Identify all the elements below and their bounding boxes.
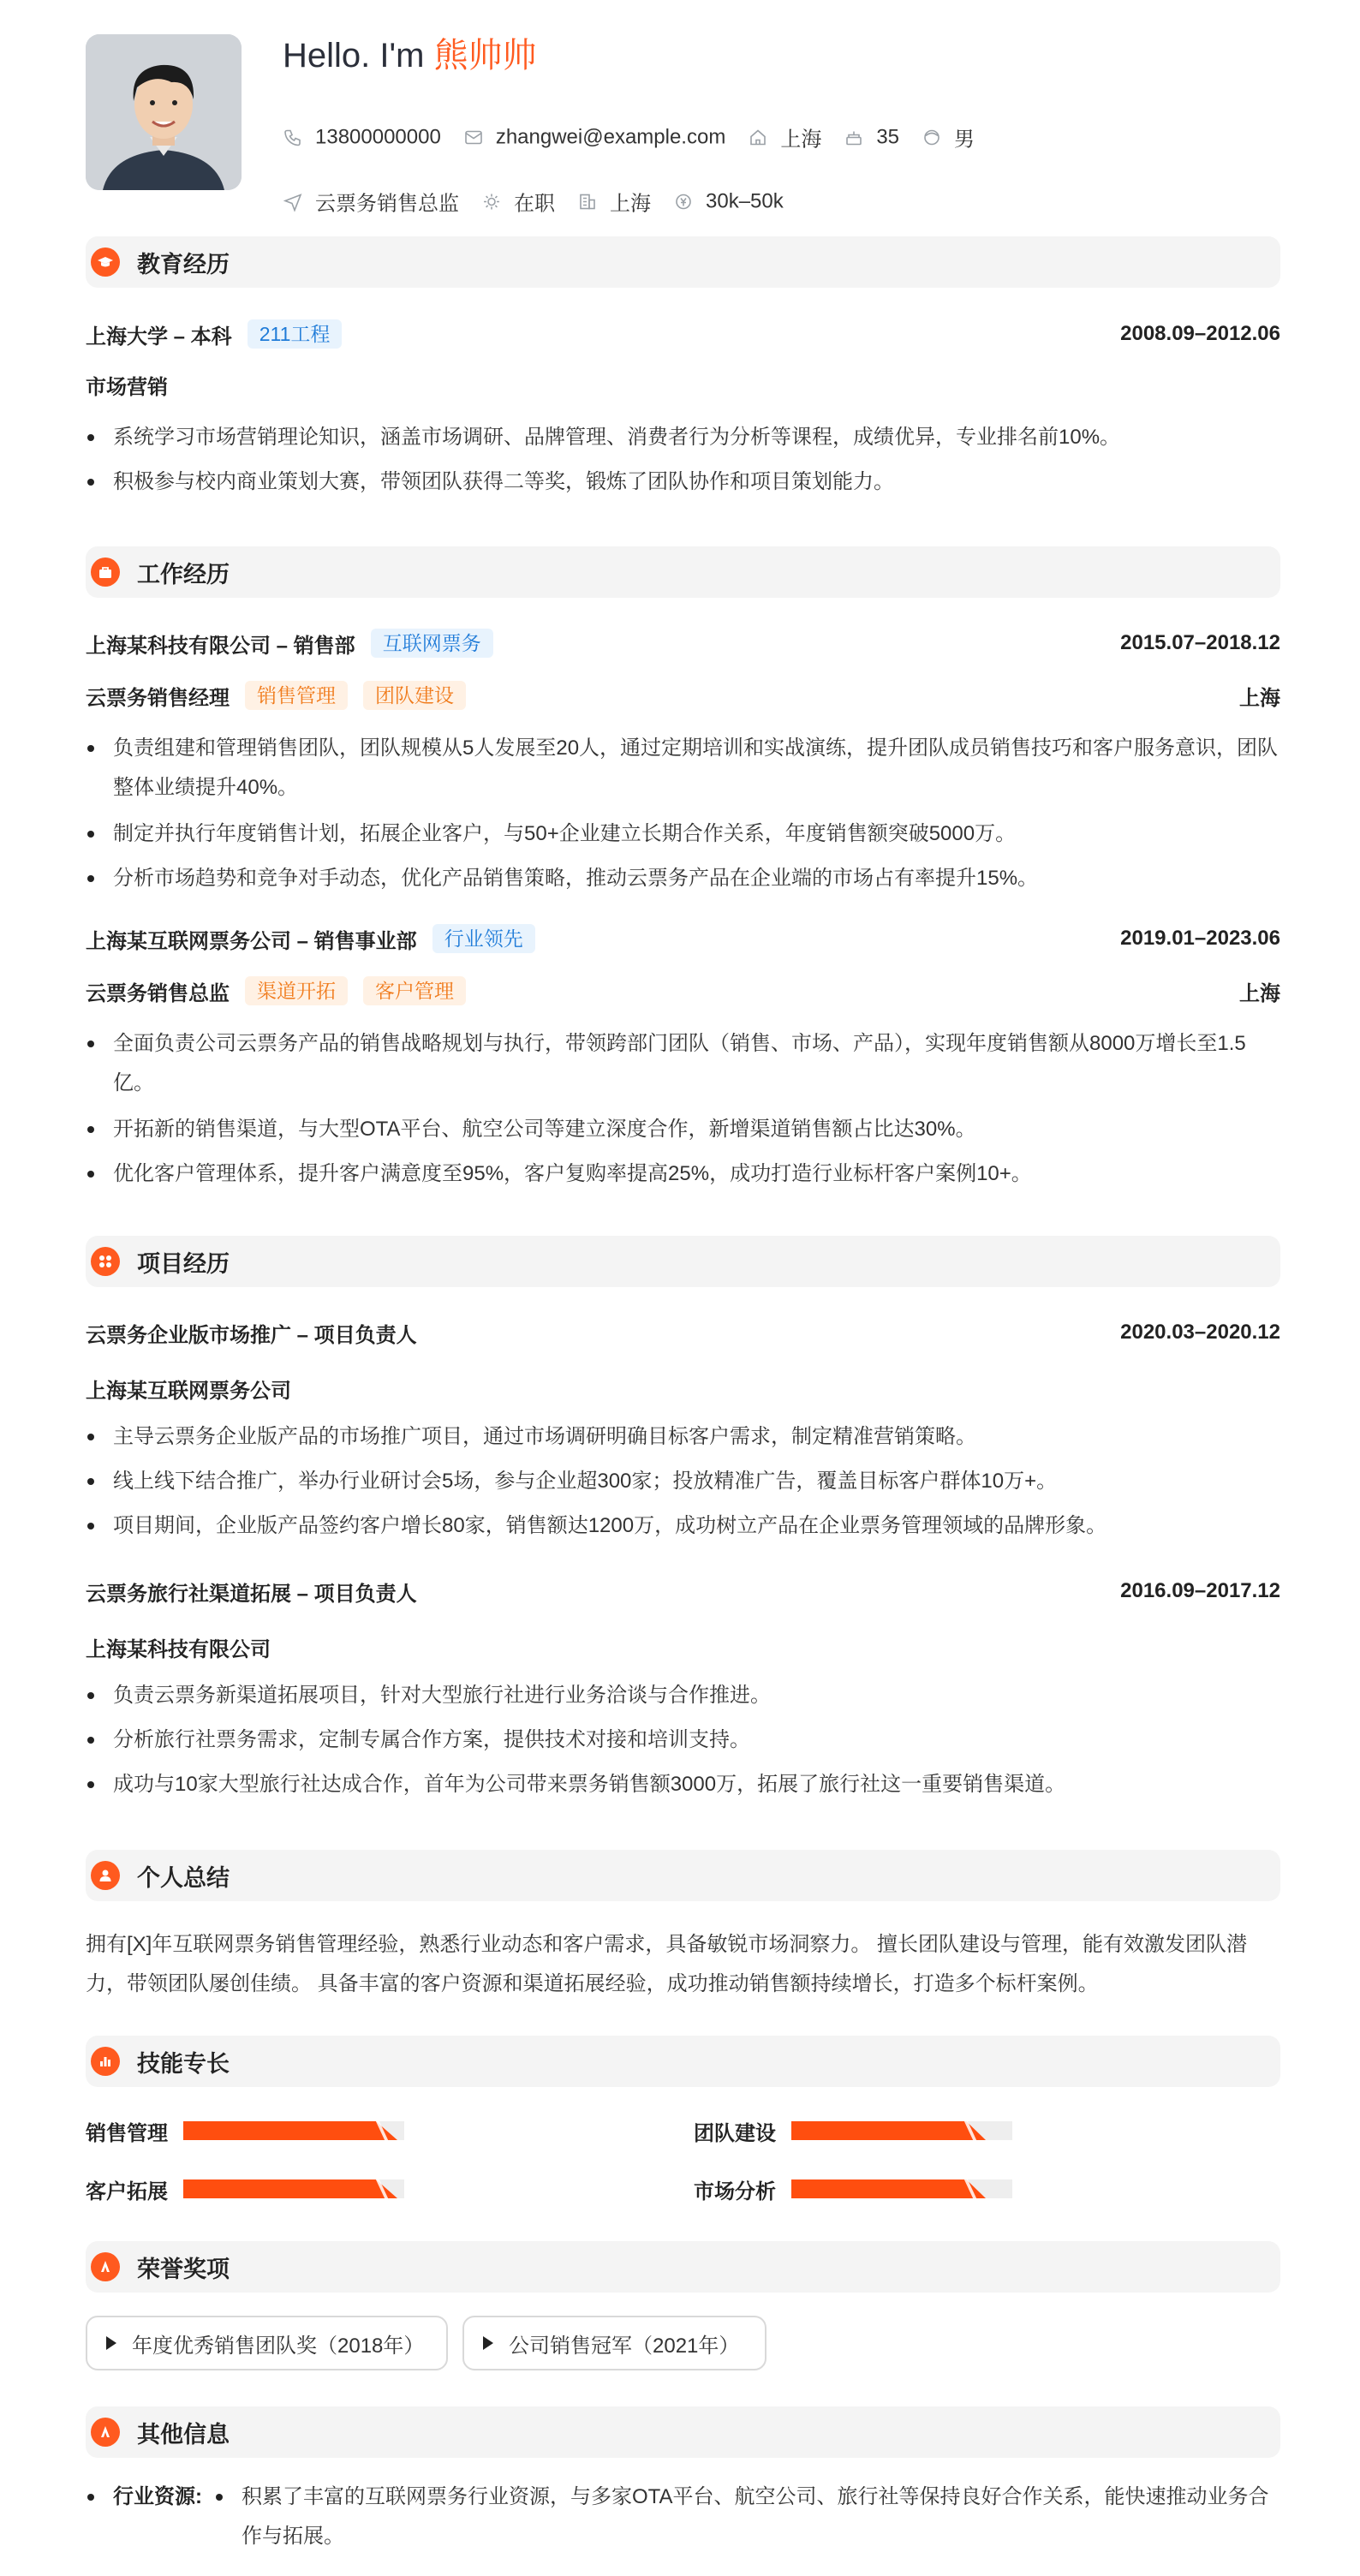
project-title: 云票务旅行社渠道拓展 – 项目负责人: [86, 1582, 417, 1606]
other-info-text: 积累了丰富的互联网票务行业资源，与多家OTA平台、航空公司、旅行社等保持良好合作关系，能快速推动业务合作与拓展。: [242, 2478, 1280, 2556]
skill-bar-track: [183, 2121, 404, 2140]
gender-text: 男: [954, 128, 975, 152]
skill-bar-track: [183, 2179, 404, 2198]
section-projects: [86, 1236, 1280, 1287]
section-skills: [86, 2036, 1280, 2087]
work-bullet: 制定并执行年度销售计划，拓展企业客户，与50+企业建立长期合作关系，年度销售额突破5000万。: [86, 814, 1280, 854]
skill-name: 市场分析: [694, 2179, 776, 2203]
work-role-tag: 团队建设: [363, 681, 466, 710]
building-icon: [577, 191, 598, 212]
work-header-row: [86, 628, 1280, 659]
mail-icon: [463, 127, 484, 147]
work-bullet: 开拓新的销售渠道，与大型OTA平台、航空公司等建立深度合作，新增渠道销售额占比达30%。: [86, 1110, 1280, 1149]
salary-item: [673, 189, 784, 213]
project-bullet: 负责云票务新渠道拓展项目，针对大型旅行社进行业务洽谈与合作推进。: [86, 1676, 1280, 1715]
graduation-cap-icon: [91, 247, 120, 277]
section-summary-title: 个人总结: [137, 1864, 230, 1891]
salary-text: 30k–50k: [706, 189, 784, 212]
project-bullet: 分析旅行社票务需求，定制专属合作方案，提供技术对接和培训支持。: [86, 1720, 1280, 1760]
target-city-text: 上海: [610, 192, 651, 216]
briefcase-icon: [91, 558, 120, 587]
section-honors-title: 荣誉奖项: [137, 2256, 230, 2282]
honor-text: 年度优秀销售团队奖（2018年）: [132, 2334, 425, 2358]
bar-chart-icon: [91, 2047, 120, 2076]
project-header-row: [86, 1317, 1280, 1348]
work-company-tag: 行业领先: [432, 924, 535, 953]
phone-item: [283, 125, 441, 149]
triangle-bullet-icon: [483, 2336, 493, 2350]
section-education: [86, 236, 1280, 288]
age-text: 35: [876, 125, 900, 148]
section-honors: [86, 2241, 1280, 2293]
skill-name: 客户拓展: [86, 2179, 168, 2203]
project-header-row: [86, 1576, 1280, 1607]
page-title: [283, 34, 537, 77]
project-date: 2016.09–2017.12: [1120, 1579, 1280, 1602]
education-header-row: [86, 319, 1280, 349]
work-bullet: 全面负责公司云票务产品的销售战略规划与执行，带领跨部门团队（销售、市场、产品），实现年度销售额从8000万增长至1.5亿。: [86, 1024, 1280, 1103]
gender-item: [922, 122, 975, 152]
send-icon: [283, 191, 303, 212]
work-date: 2015.07–2018.12: [1120, 631, 1280, 654]
email-text: zhangwei@example.com: [495, 125, 726, 148]
honor-item: [462, 2316, 766, 2370]
work-city: 上海: [1239, 981, 1280, 1005]
hello-prefix: Hello. I'm: [283, 37, 434, 75]
triangle-bullet-icon: [106, 2336, 116, 2350]
work-date: 2019.01–2023.06: [1120, 927, 1280, 950]
work-role-tag: 渠道开拓: [245, 976, 348, 1005]
other-info-label: 行业资源:: [113, 2485, 202, 2508]
work-bullet: 分析市场趋势和竞争对手动态，优化产品销售策略，推动云票务产品在企业端的市场占有率提升15%。: [86, 859, 1280, 898]
job-intent-row: [283, 187, 806, 217]
phone-text: 13800000000: [315, 125, 441, 148]
award-icon: [91, 2252, 120, 2281]
status-icon: [481, 191, 502, 212]
skill-bar-track: [791, 2179, 1012, 2198]
user-icon: [91, 1861, 120, 1890]
work-city: 上海: [1239, 686, 1280, 710]
work-company: 上海某互联网票务公司 – 销售事业部: [86, 929, 417, 953]
location-item: [748, 122, 821, 152]
skill-name: 销售管理: [86, 2121, 168, 2145]
education-major: 市场营销: [86, 376, 168, 399]
work-role-tag: 客户管理: [363, 976, 466, 1005]
home-icon: [748, 127, 768, 147]
status-text: 在职: [514, 192, 555, 216]
contact-row: [283, 122, 997, 152]
grid-icon: [91, 1247, 120, 1276]
resume-header: [86, 34, 1280, 216]
project-title: 云票务企业版市场推广 – 项目负责人: [86, 1323, 417, 1347]
school-tag: 211工程: [248, 319, 343, 349]
section-other-title: 其他信息: [137, 2421, 230, 2448]
skill-row: [694, 2114, 1012, 2148]
work-bullet: 负责组建和管理销售团队，团队规模从5人发展至20人，通过定期培训和实战演练，提升团队成员销售技巧和客户服务意识，团队整体业绩提升40%。: [86, 729, 1280, 808]
skill-name: 团队建设: [694, 2121, 776, 2145]
work-role: 云票务销售总监: [86, 981, 230, 1005]
work-bullet: 优化客户管理体系，提升客户满意度至95%，客户复购率提高25%，成功打造行业标杆客户案例10+。: [86, 1154, 1280, 1194]
money-icon: [673, 191, 694, 212]
work-role-row: [86, 975, 1280, 1006]
work-company-tag: 互联网票务: [371, 629, 493, 658]
project-company: 上海某互联网票务公司: [86, 1380, 291, 1403]
target-city-item: [577, 187, 651, 217]
avatar: [86, 34, 242, 190]
cake-icon: [844, 127, 864, 147]
project-company: 上海某科技有限公司: [86, 1638, 271, 1661]
project-bullet: 成功与10家大型旅行社达成合作，首年为公司带来票务销售额3000万，拓展了旅行社这一重要销售渠道。: [86, 1765, 1280, 1804]
work-role-tag: 销售管理: [245, 681, 348, 710]
status-item: [481, 187, 555, 217]
project-date: 2020.03–2020.12: [1120, 1321, 1280, 1344]
honor-text: 公司销售冠军（2021年）: [509, 2334, 740, 2358]
skill-bar-fill: [791, 2121, 986, 2140]
candidate-name: 熊帅帅: [433, 37, 537, 75]
project-bullet: 主导云票务企业版产品的市场推广项目，通过市场调研明确目标客户需求，制定精准营销策略。: [86, 1417, 1280, 1457]
skill-bar-fill: [791, 2179, 986, 2198]
section-skills-title: 技能专长: [137, 2050, 230, 2077]
person-face-icon: [922, 127, 942, 147]
skill-bar-fill: [183, 2121, 397, 2140]
location-text: 上海: [780, 128, 822, 152]
education-date: 2008.09–2012.06: [1120, 322, 1280, 345]
education-bullet: 系统学习市场营销理论知识，涵盖市场调研、品牌管理、消费者行为分析等课程，成绩优异，专业排名前10%。: [86, 418, 1280, 457]
honor-item: [86, 2316, 448, 2370]
school-name: 上海大学 – 本科: [86, 325, 232, 349]
section-work: [86, 546, 1280, 598]
work-company: 上海某科技有限公司 – 销售部: [86, 634, 355, 658]
avatar-portrait-icon: [86, 34, 242, 190]
target-position-text: 云票务销售总监: [315, 192, 459, 216]
skill-row: [86, 2114, 404, 2148]
section-summary: [86, 1850, 1280, 1901]
skill-bar-track: [791, 2121, 1012, 2140]
bullet-dot: [87, 2494, 94, 2501]
project-bullet: 线上线下结合推广，举办行业研讨会5场，参与企业超300家；投放精准广告，覆盖目标客户群体10万+。: [86, 1462, 1280, 1501]
section-other: [86, 2406, 1280, 2458]
email-item: [463, 125, 726, 149]
award-icon: [91, 2418, 120, 2447]
target-position-item: [283, 187, 459, 217]
project-bullet: 项目期间，企业版产品签约客户增长80家，销售额达1200万，成功树立产品在企业票务管理领域的品牌形象。: [86, 1506, 1280, 1546]
work-header-row: [86, 923, 1280, 954]
section-work-title: 工作经历: [137, 561, 230, 587]
skill-row: [694, 2172, 1012, 2206]
section-projects-title: 项目经历: [137, 1250, 230, 1277]
work-role-row: [86, 680, 1280, 711]
work-role: 云票务销售经理: [86, 686, 230, 710]
summary-text: 拥有[X]年互联网票务销售管理经验，熟悉行业动态和客户需求，具备敏锐市场洞察力。 擅长团队建设与管理，能有效激发团队潜力，带领团队屡创佳绩。 具备丰富的客户资源和渠道拓展经验，成功推动销售额持续增长，打造多个标杆案例。: [86, 1933, 1248, 1995]
skill-bar-fill: [183, 2179, 397, 2198]
education-bullet: 积极参与校内商业策划大赛，带领团队获得二等奖，锻炼了团队协作和项目策划能力。: [86, 462, 1280, 502]
age-item: [844, 125, 899, 149]
phone-icon: [283, 127, 303, 147]
skill-row: [86, 2172, 404, 2206]
section-education-title: 教育经历: [137, 251, 230, 277]
